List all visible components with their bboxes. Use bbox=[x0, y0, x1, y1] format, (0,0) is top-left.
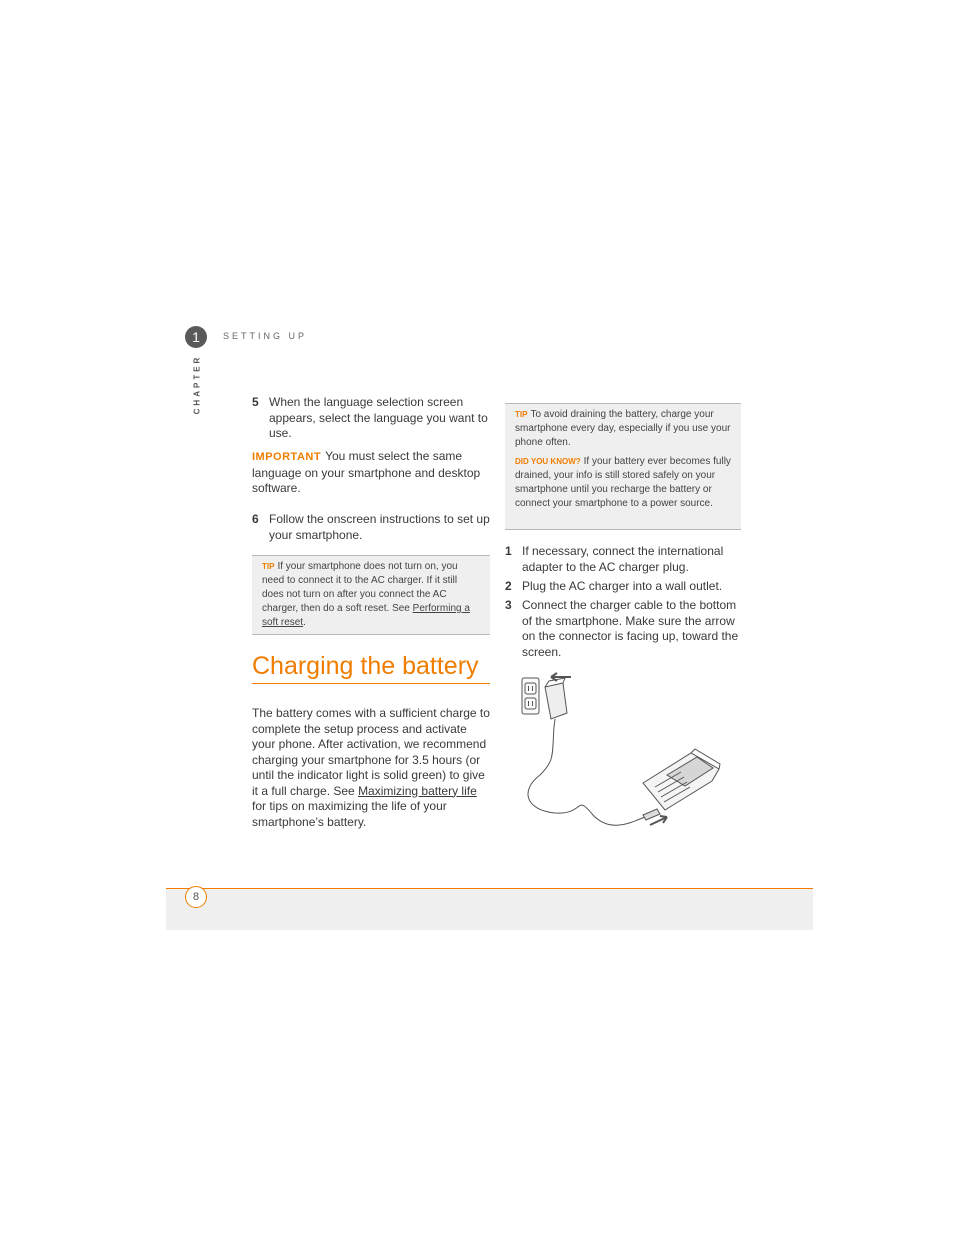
did-you-know-text: If your battery ever becomes fully drained, your info is still stored safely on your smartphone until you recharge the battery or connect your smartphone to a power source. bbox=[515, 456, 731, 509]
step-text: Connect the charger cable to the bottom of the smartphone. Make sure the arrow on the connector is facing up, toward the screen. bbox=[522, 598, 739, 659]
maximizing-battery-link[interactable]: Maximizing battery life bbox=[358, 783, 477, 798]
charge-step-3 bbox=[505, 598, 741, 662]
tip-text: If your smartphone does not turn on, you need to connect it to the AC charger. If it still does not turn on after you connect the AC charger, then do a soft reset. See bbox=[262, 561, 458, 614]
section-heading: Charging the battery bbox=[252, 652, 490, 684]
step-number: 3 bbox=[505, 598, 512, 612]
tip-text: To avoid draining the battery, charge your smartphone every day, especially if you use your phone often. bbox=[515, 409, 731, 448]
important-label: IMPORTANT bbox=[252, 451, 322, 463]
running-head: SETTING UP bbox=[223, 331, 308, 341]
footer-band bbox=[166, 888, 813, 930]
page-number: 8 bbox=[185, 886, 207, 908]
tip-box-left bbox=[252, 555, 490, 635]
step-text: If necessary, connect the international adapter to the AC charger plug. bbox=[522, 544, 724, 574]
tip-label: TIP bbox=[262, 562, 275, 571]
tip-end: . bbox=[303, 617, 306, 628]
step-text: When the language selection screen appears, select the language you want to use. bbox=[269, 395, 488, 440]
did-you-know bbox=[515, 455, 731, 511]
chapter-vertical-label: CHAPTER bbox=[192, 354, 202, 415]
step-text: Follow the onscreen instructions to set up your smartphone. bbox=[269, 512, 490, 542]
chapter-number-badge: 1 bbox=[185, 326, 207, 348]
step-number: 2 bbox=[505, 579, 512, 593]
body-text-2: for tips on maximizing the life of your smartphone’s battery. bbox=[252, 799, 447, 829]
did-you-know-label: DID YOU KNOW? bbox=[515, 457, 581, 466]
body-text-1: The battery comes with a sufficient charge to complete the setup process and activate your phone. After activation, we recommend charging your smartphone for 3.5 hours (or until the indicator light is solid green) to give it a full charge. See bbox=[252, 706, 490, 798]
battery-body-text bbox=[252, 706, 492, 830]
step-number: 5 bbox=[252, 395, 259, 409]
tip-right bbox=[515, 408, 731, 450]
step-number: 1 bbox=[505, 544, 512, 558]
important-text: You must select the same language on your smartphone and desktop software. bbox=[252, 449, 481, 495]
step-number: 6 bbox=[252, 512, 259, 526]
step-6 bbox=[252, 512, 490, 544]
charger-illustration bbox=[515, 665, 730, 835]
tip-box-right bbox=[505, 403, 741, 530]
tip-label: TIP bbox=[515, 410, 528, 419]
soft-reset-link[interactable]: Performing a soft reset bbox=[262, 603, 470, 628]
charge-step-2 bbox=[505, 579, 741, 595]
step-text: Plug the AC charger into a wall outlet. bbox=[522, 579, 723, 593]
step-5 bbox=[252, 395, 490, 443]
important-note bbox=[252, 449, 490, 497]
charge-step-1 bbox=[505, 544, 741, 576]
